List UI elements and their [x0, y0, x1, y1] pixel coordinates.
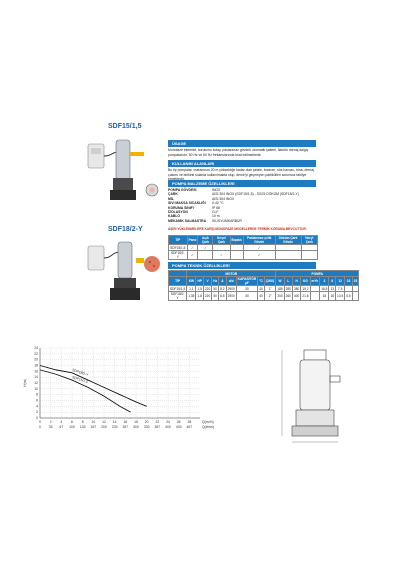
pump-image-1: [86, 134, 166, 214]
y-tick-label: 24: [34, 346, 38, 350]
x-tick-label-secondary: 167: [90, 425, 97, 429]
x-tick-label: 18: [134, 420, 138, 424]
pump-technical-drawing: [270, 340, 360, 450]
x-tick-label-secondary: 467: [186, 425, 193, 429]
usage-text: Monofaze elektrikli, kurulumu kolay, paslanmaz gövdeli, otomatik şalterli, flatörlü drenaj dalgıç pompalarıdır. 50 Hz ve 60 Hz frekanslarında imal edilmektedir.: [168, 148, 309, 157]
x-tick-label: 8: [81, 420, 84, 424]
table-row: SDF15/1,5 ✓ ✓ ✓: [169, 245, 318, 251]
x-tick-label-secondary: 133: [79, 425, 86, 429]
y-tick-label: 12: [34, 381, 38, 385]
y-tick-label: 6: [36, 398, 38, 403]
tech-table-group-header: MOTOR POMPA: [169, 271, 359, 277]
model-title-2: SDF18/2-Y: [108, 226, 143, 233]
x-tick-label: 12: [102, 420, 106, 424]
x-tick-label: 2: [49, 420, 52, 424]
material-heading: POMPA MALZEME ÖZELLİKLERİ: [168, 180, 316, 187]
x-tick-label: 28: [187, 420, 192, 424]
x-tick-label: 20: [144, 420, 149, 424]
x-tick-label: 26: [176, 420, 181, 424]
y-tick-label: 22: [34, 351, 38, 356]
spec-row: İZOLASYON CLF: [168, 210, 219, 215]
spec-row: KABLO 10 m: [168, 214, 220, 219]
x-tick-label-secondary: 433: [175, 425, 182, 429]
y-tick-label: 0: [36, 416, 38, 420]
spec-row: MEKANİK SALMASTRA SİLİSYUMKARBÜR: [168, 218, 242, 223]
x-tick-label: 0: [39, 420, 41, 424]
series-label: SDF18/2-Y: [71, 367, 89, 377]
performance-chart: [20, 340, 220, 440]
applications-text: Bu tip pompalar, maksimum 20 m yükseklığe kadar olan şelale, bodrum, süs havuzu, bina, drenaj çukuru ve birikinti sularda kullanılmakta olup, demir'yi geçmeyen partikülleri sorunsuz tahliye: [168, 168, 314, 177]
x-tick-label-secondary: 233: [111, 425, 118, 429]
table-row: SDF18/2-Y 1,35 1,8 220 50 8,5 2900 30 40 2" 200 260 400 21,8 18 16 10,5 5,5: [169, 292, 359, 301]
x-axis-unit-secondary: Q(l/min): [202, 425, 215, 429]
material-spec-list: [168, 188, 318, 223]
tech-heading: POMPA TEKNİK ÖZELLİKLERİ: [168, 262, 316, 269]
x-tick-label-secondary: 267: [122, 425, 129, 429]
x-tick-label-secondary: 0: [39, 425, 41, 429]
table-row: SDF15/1,5 1,1 1,5 220 50 8,2 2900 30 40 1" 185 280 380 19,2 16,5 13 7,5: [169, 286, 359, 292]
x-tick-label: 24: [166, 420, 170, 424]
y-tick-label: 10: [34, 386, 38, 391]
table-row: SDF18/2-Y ✓ ✓ ✓: [169, 251, 318, 260]
type-table-header: TİP Pano Açık Çark Kırçel Çark Bıçaklı Paslanmaz çelik Gövde Döküm Çark Gövde Noryl Çark: [169, 236, 318, 245]
tech-table-header: TİP KW HP V Hz A d/d KAPASİTÖR µF °C ÇIKIŞ W L H KG m³/h 3 6 12 18 25: [169, 277, 359, 286]
x-tick-label-secondary: 33: [48, 425, 53, 429]
series-line: [40, 367, 131, 412]
x-axis-unit: Q(m³/h): [202, 420, 214, 424]
y-tick-label: 4: [36, 404, 38, 409]
x-tick-label-secondary: 67: [59, 425, 64, 429]
spec-row: ÇARK AISI 304 INOX (SDF15/1,5) - SG25 DÖKÜM (SDF18/2-Y): [168, 192, 299, 197]
applications-heading: KULLANIM ALANLARI: [168, 160, 316, 167]
y-tick-label: 20: [34, 357, 38, 362]
spec-row: KORUMA SINIFI IP 68: [168, 205, 220, 210]
x-tick-label: 6: [71, 420, 73, 424]
y-tick-label: 18: [34, 363, 38, 368]
x-tick-label-secondary: 200: [101, 425, 107, 429]
pump-image-2: [86, 238, 166, 310]
x-tick-label-secondary: 300: [133, 425, 139, 429]
tech-table: [168, 270, 359, 301]
y-tick-label: 8: [36, 392, 38, 397]
x-tick-label: 22: [155, 420, 160, 424]
spec-row: POMPA GÖVDESİ INOX: [168, 188, 221, 192]
thermal-protection-note: AŞIRI YÜKLENMELERE KARŞI MONOFAZE MODELLERDE TERMİK KORUMA MEVCUTTUR.: [168, 227, 307, 231]
type-table: [168, 235, 318, 260]
x-tick-label: 14: [112, 420, 117, 424]
y-tick-label: 14: [34, 375, 38, 380]
usage-heading: ÜSAGE: [168, 140, 316, 147]
x-tick-label-secondary: 367: [154, 425, 161, 429]
x-tick-label-secondary: 100: [69, 425, 75, 429]
y-tick-label: 16: [34, 369, 38, 374]
spec-row: SIVI MAKSA SICAKLIĞI 0-40 °C: [168, 201, 224, 206]
y-tick-label: 2: [36, 410, 38, 415]
spec-row: MİL AISI 304 INOX: [168, 196, 235, 201]
y-axis-label: H(m): [23, 379, 27, 387]
x-tick-label: 10: [91, 420, 96, 424]
x-tick-label: 16: [123, 420, 128, 424]
x-tick-label-secondary: 333: [143, 425, 150, 429]
x-tick-label-secondary: 400: [165, 425, 171, 429]
model-title-1: SDF15/1,5: [108, 123, 142, 130]
x-tick-label: 4: [60, 420, 63, 424]
series-label: SDF15/1,5: [71, 375, 89, 385]
